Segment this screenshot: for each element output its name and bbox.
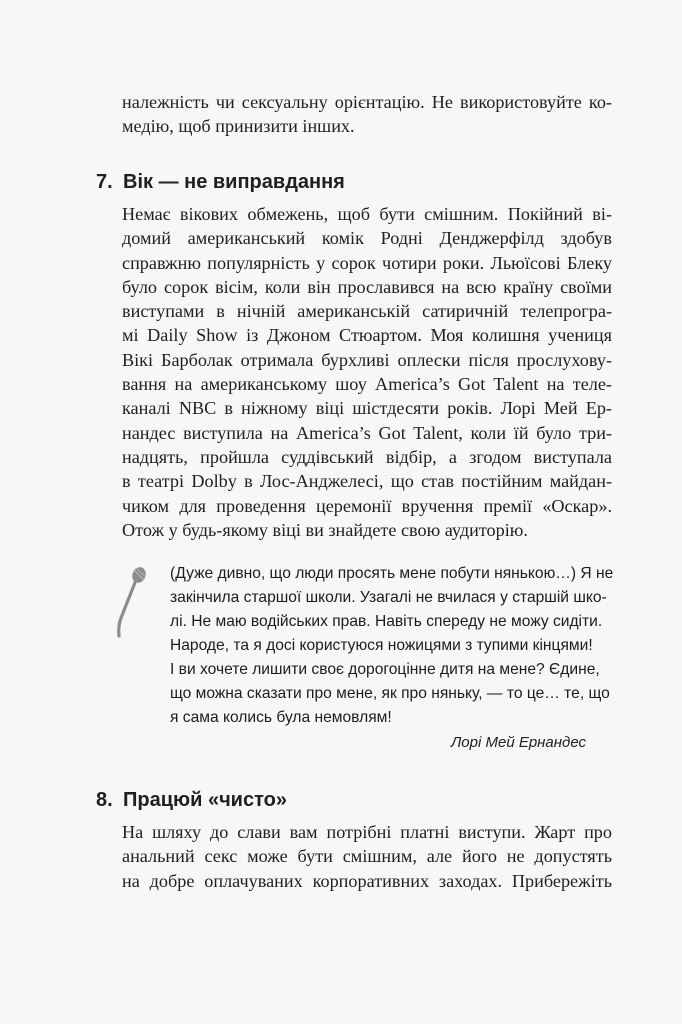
text-line: мі Daily Show із Джоном Стюартом. Моя колишня учениця (122, 325, 612, 346)
text-line: чиком для проведення церемонії вручення премії «Оскар». (122, 495, 612, 516)
text-line: було сорок вісім, коли він прославився на всю країну своїми (122, 276, 612, 297)
text-line: нандес виступила на America’s Got Talent, коли їй було три- (122, 422, 612, 443)
text-line: вання на американському шоу America’s Got Talent на теле- (122, 374, 612, 395)
microphone-icon (112, 566, 152, 640)
text-line: справжню популярність у сорок чотири роки. Льюїсові Блеку (122, 252, 612, 273)
quote-author: Лорі Мей Ернандес (451, 734, 586, 751)
quote-text (170, 562, 620, 730)
quote-line: (Дуже дивно, що люди просять мене побути нянькою…) Я не (170, 565, 614, 582)
section-title: Вік — не виправдання (123, 171, 345, 193)
text-line: виступами в нічній американській сатиричній телепрогра- (122, 301, 612, 322)
section-number: 8. (96, 789, 113, 811)
text-line: Немає вікових обмежень, щоб бути смішним. Покійний ві- (122, 204, 612, 224)
section-title: Працюй «чисто» (123, 789, 287, 811)
quote-line: лі. Не маю водійських прав. Навіть спереду не можу сидіти. (170, 613, 603, 630)
text-line: належність чи сексуальну орієнтацію. Не використовуйте ко- (122, 92, 612, 112)
quote-line: закінчила старшої школи. Узагалі не вчилася у старшій шко- (170, 589, 607, 606)
section-8-paragraph (122, 820, 612, 893)
text-line: На шляху до слави вам потрібні платні виступи. Жарт про (122, 822, 612, 842)
intro-paragraph (122, 90, 612, 139)
text-line: в театрі Dolby в Лос-Анджелесі, що став постійним майдан- (122, 471, 612, 492)
section-number: 7. (96, 171, 113, 193)
text-line: домий американський комік Родні Денджерфілд здобув (122, 228, 612, 249)
text-line: на добре оплачуваних корпоративних заходах. Прибережіть (122, 870, 612, 891)
quote-block (120, 562, 620, 751)
text-line: Отож у будь-якому віці ви знайдете свою аудиторію. (122, 519, 528, 540)
quote-line: що можна сказати про мене, як про няньку, — то це… те, що (170, 685, 610, 702)
section-heading-7 (96, 170, 345, 194)
text-line: Вікі Барболак отримала бурхливі оплески після прослухову- (122, 349, 612, 370)
text-line: надцять, пройшла суддівський відбір, а згодом виступала (122, 446, 612, 467)
text-line: анальний секс може бути смішним, але його не допустять (122, 846, 612, 867)
quote-line: я сама колись була немовлям! (170, 709, 392, 726)
quote-line: І ви хочете лишити своє дорогоцінне дитя на мене? Єдине, (170, 661, 600, 678)
quote-line: Народе, та я досі користуюся ножицями з тупими кінцями! (170, 637, 593, 654)
text-line: медію, щоб принизити інших. (122, 116, 355, 137)
section-7-paragraph (122, 202, 612, 542)
section-heading-8 (96, 788, 287, 812)
text-line: каналі NBC в ніжному віці шістдесяти років. Лорі Мей Ер- (122, 398, 612, 419)
